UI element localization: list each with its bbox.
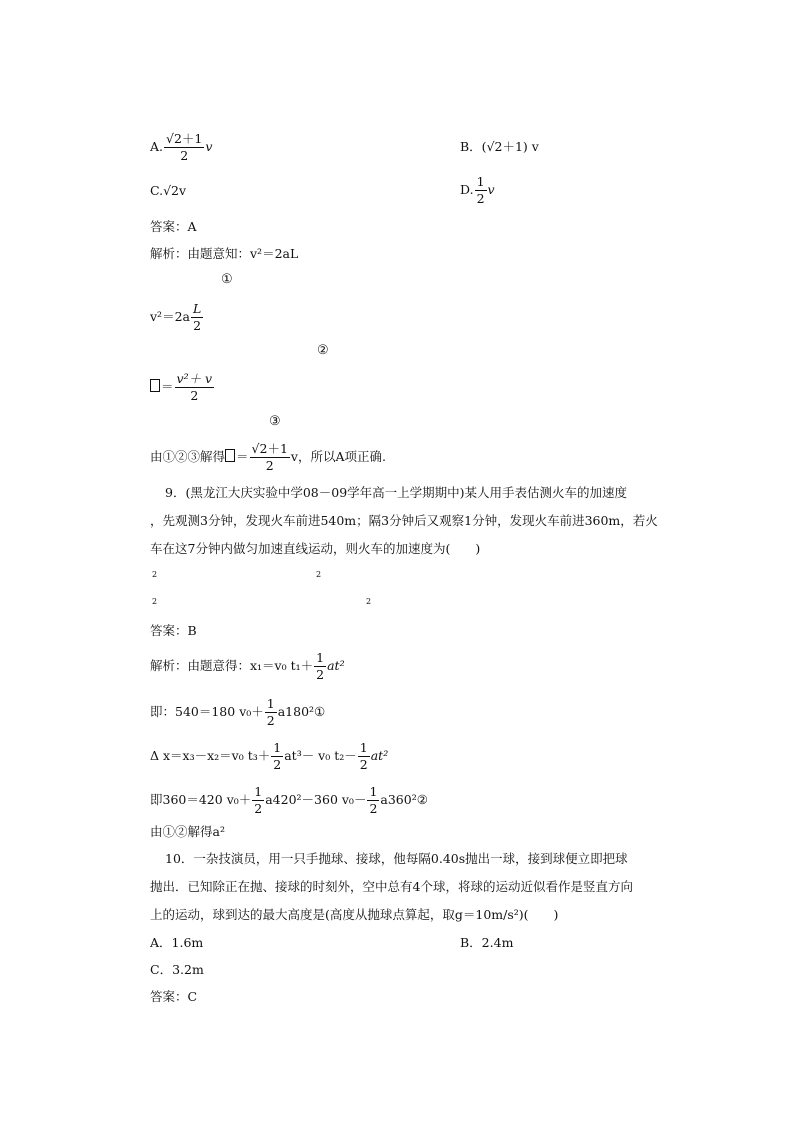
q9-eq2-numerator-2: 1 bbox=[359, 740, 368, 755]
q9-eq3-numerator-2: 1 bbox=[369, 784, 378, 799]
q9-eq2-denominator-1: 2 bbox=[273, 756, 282, 772]
q8-option-b: B．(√2＋1) v bbox=[460, 139, 539, 154]
q10-text-line-3: 上的运动，球到达的最大高度是(高度从抛球点算起，取g＝10m/s²)( ) bbox=[150, 907, 559, 922]
q9-fragment-2: 2 bbox=[316, 570, 322, 579]
option-d-var: v bbox=[487, 181, 495, 197]
q9-analysis-left: 解析：由题意得：x₁＝v₀ t₁＋ bbox=[150, 657, 314, 673]
eq2-left: v²＝2a bbox=[150, 308, 190, 324]
q10-answer: 答案：C bbox=[150, 989, 198, 1004]
q9-fragment-4: 2 bbox=[366, 597, 372, 606]
q10-option-c: C．3.2m bbox=[150, 962, 204, 977]
eq3-numerator: v²＋ v bbox=[176, 371, 213, 386]
q9-analysis-denominator: 2 bbox=[316, 666, 325, 682]
q9-eq2-denominator-2: 2 bbox=[359, 756, 368, 772]
option-d-label: D. bbox=[460, 181, 474, 197]
q8-marker-2: ② bbox=[317, 343, 329, 358]
q9-eq3-right: a360²② bbox=[380, 791, 428, 807]
q9-eq3-mid: a420²－360 v₀－ bbox=[265, 791, 367, 807]
conclusion-fraction bbox=[250, 442, 290, 473]
q9-eq1-denominator: 2 bbox=[266, 712, 275, 728]
eq2-numerator: L bbox=[192, 301, 202, 316]
q8-equation-3 bbox=[150, 372, 215, 403]
q9-analysis-fraction bbox=[314, 651, 326, 682]
q9-eq2-numerator-1: 1 bbox=[273, 740, 282, 755]
option-a-label: A. bbox=[150, 138, 164, 154]
q9-eq1-right: a180²① bbox=[277, 703, 326, 719]
q9-text-line-1: 9．(黑龙江大庆实验中学08－09学年高一上学期期中)某人用手表估测火车的加速度 bbox=[165, 485, 628, 500]
q9-analysis-right: at² bbox=[327, 657, 345, 673]
q10-option-a: A．1.6m bbox=[150, 935, 204, 950]
eq3-fraction bbox=[175, 372, 215, 403]
q9-eq1-numerator: 1 bbox=[266, 696, 275, 711]
q9-eq3-left: 即360＝420 v₀＋ bbox=[150, 791, 252, 807]
option-d-numerator: 1 bbox=[476, 174, 485, 189]
q8-marker-1: ① bbox=[221, 272, 233, 287]
q9-eq2-fraction-2 bbox=[358, 741, 370, 772]
option-d-denominator: 2 bbox=[476, 190, 485, 206]
q9-text-line-2: ，先观测3分钟，发现火车前进540m；隔3分钟后又观察1分钟，发现火车前进360m，若火 bbox=[150, 513, 658, 528]
q8-analysis: 解析：由题意知：v²＝2aL bbox=[150, 246, 299, 261]
q9-analysis-numerator: 1 bbox=[316, 650, 325, 665]
q8-option-a bbox=[150, 132, 212, 163]
q8-marker-3: ③ bbox=[269, 414, 281, 429]
q9-eq1-fraction bbox=[265, 697, 277, 728]
q10-text-line-1: 10．一杂技演员，用一只手抛球、接球，他每隔0.40s抛出一球，接到球便立即把球 bbox=[165, 851, 628, 866]
q9-eq3-fraction-1 bbox=[252, 785, 264, 816]
q9-eq2-mid: at³－ v₀ t₂－ bbox=[284, 747, 357, 763]
option-a-var: v bbox=[205, 138, 213, 154]
option-a-numerator: √2＋1 bbox=[166, 131, 203, 146]
q9-eq1-left: 即：540＝180 v₀＋ bbox=[150, 703, 264, 719]
q9-fragment-3: 2 bbox=[152, 597, 158, 606]
option-a-denominator: 2 bbox=[180, 147, 189, 163]
q10-text-line-2: 抛出．已知除正在抛、接球的时刻外，空中总有4个球，将球的运动近似看作是竖直方向 bbox=[150, 879, 633, 894]
eq3-denominator: 2 bbox=[190, 387, 199, 403]
q9-eq2-left: Δ x＝x₃－x₂＝v₀ t₃＋ bbox=[150, 747, 271, 763]
conclusion-denominator: 2 bbox=[265, 457, 274, 473]
q9-solve: 由①②解得a² bbox=[150, 824, 225, 839]
missing-glyph-icon bbox=[150, 379, 160, 392]
q10-option-b: B．2.4m bbox=[460, 935, 514, 950]
q9-analysis bbox=[150, 651, 345, 682]
q9-answer: 答案：B bbox=[150, 623, 197, 638]
q9-eq3-fraction-2 bbox=[367, 785, 379, 816]
q9-eq3-denominator-1: 2 bbox=[254, 800, 263, 816]
q8-option-c: C.√2v bbox=[150, 183, 187, 198]
q8-answer: 答案：A bbox=[150, 219, 197, 234]
eq2-fraction bbox=[191, 302, 203, 333]
q8-option-d bbox=[460, 175, 495, 206]
option-d-fraction bbox=[475, 175, 487, 206]
option-a-fraction bbox=[164, 132, 204, 163]
q9-text-line-3: 车在这7分钟内做匀加速直线运动，则火车的加速度为( ) bbox=[150, 541, 481, 556]
q9-fragment-1: 2 bbox=[152, 570, 158, 579]
q9-eq2-fraction-1 bbox=[271, 741, 283, 772]
conclusion-left: 由①②③解得 bbox=[150, 448, 226, 464]
q9-equation-1 bbox=[150, 697, 325, 728]
conclusion-eq: ＝ bbox=[236, 448, 249, 464]
eq2-denominator: 2 bbox=[193, 317, 202, 333]
q9-equation-3 bbox=[150, 785, 428, 816]
q9-eq3-numerator-1: 1 bbox=[254, 784, 263, 799]
missing-glyph-icon bbox=[225, 449, 235, 462]
q9-equation-2 bbox=[150, 741, 388, 772]
q8-equation-2 bbox=[150, 302, 204, 333]
conclusion-right: v，所以A项正确. bbox=[290, 448, 386, 464]
eq3-left: ＝ bbox=[161, 378, 174, 394]
q9-eq3-denominator-2: 2 bbox=[369, 800, 378, 816]
conclusion-numerator: √2＋1 bbox=[251, 441, 288, 456]
q9-eq2-right: at² bbox=[370, 747, 389, 763]
q8-conclusion bbox=[150, 442, 386, 473]
